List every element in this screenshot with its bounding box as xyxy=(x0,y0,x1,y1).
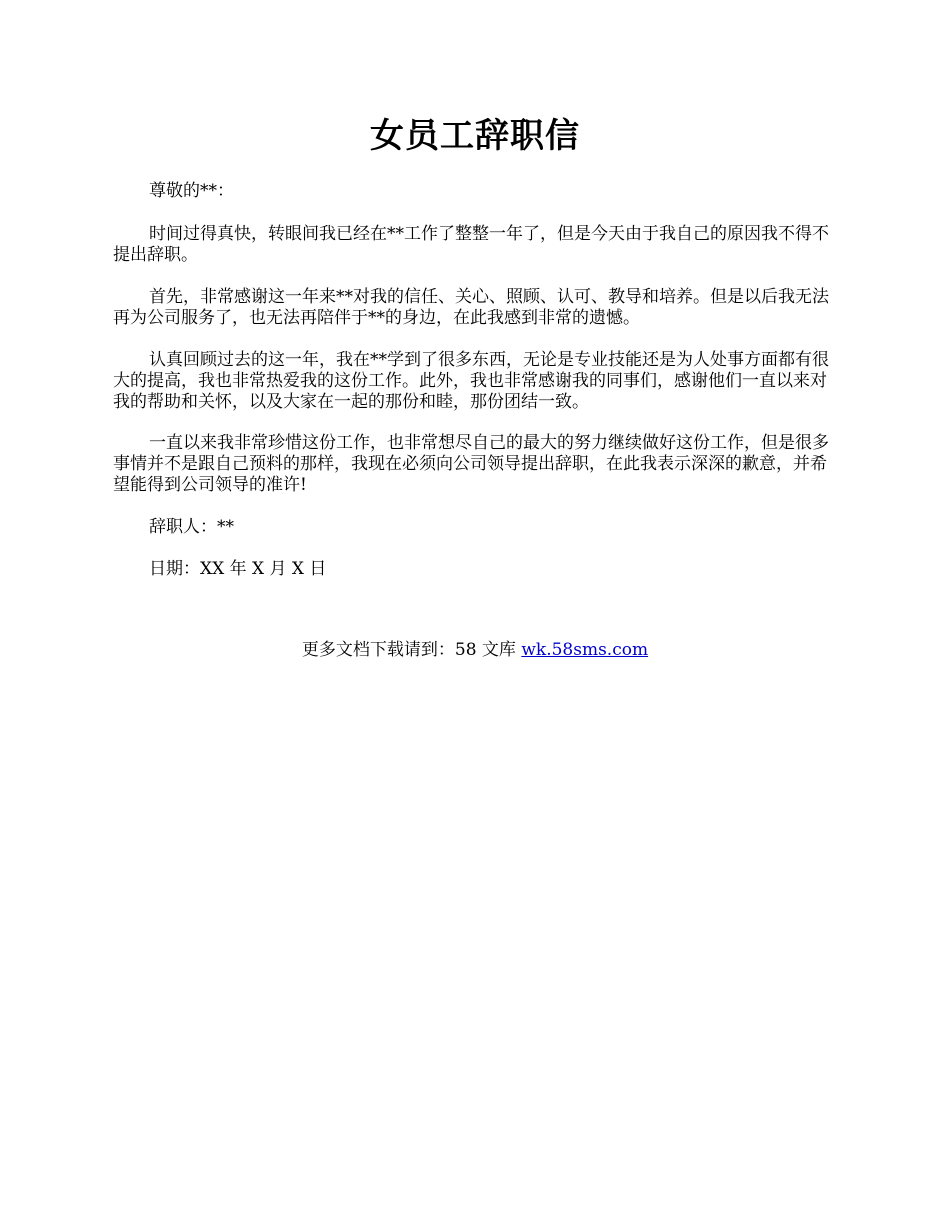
signer: 辞职人：** xyxy=(149,517,234,537)
paragraph-1: 时间过得真快，转眼间我已经在**工作了整整一年了，但是今天由于我自己的原因我不得不提出辞职。 xyxy=(113,224,829,265)
footer xyxy=(0,638,950,662)
paragraph-1-block xyxy=(113,224,839,266)
paragraph-4: 一直以来我非常珍惜这份工作，也非常想尽自己的最大的努力继续做好这份工作，但是很多事情并不是跟自己预料的那样，我现在必须向公司领导提出辞职，在此我表示深深的歉意，并希望能得到公司领导的准许! xyxy=(113,433,829,495)
date: 日期：XX 年 X 月 X 日 xyxy=(149,559,327,579)
paragraph-2-block xyxy=(113,287,839,329)
document-title: 女员工辞职信 xyxy=(370,116,580,156)
paragraph-4-block xyxy=(113,433,839,496)
footer-link[interactable]: wk.58sms.com xyxy=(521,640,649,660)
footer-text: 更多文档下载请到：58 文库 xyxy=(301,640,522,660)
paragraph-3-block xyxy=(113,350,839,413)
paragraph-3: 认真回顾过去的这一年，我在**学到了很多东西，无论是专业技能还是为人处事方面都有很大的提高，我也非常热爱我的这份工作。此外，我也非常感谢我的同事们，感谢他们一直以来对我的帮助和关怀，以及大家在一起的那份和睦，那份团结一致。 xyxy=(113,350,829,412)
date-block xyxy=(113,559,839,580)
signer-block xyxy=(113,517,839,538)
salutation: 尊敬的**： xyxy=(149,181,234,201)
paragraph-2: 首先，非常感谢这一年来**对我的信任、关心、照顾、认可、教导和培养。但是以后我无法再为公司服务了，也无法再陪伴于**的身边，在此我感到非常的遗憾。 xyxy=(113,287,829,328)
salutation-block xyxy=(113,181,839,202)
